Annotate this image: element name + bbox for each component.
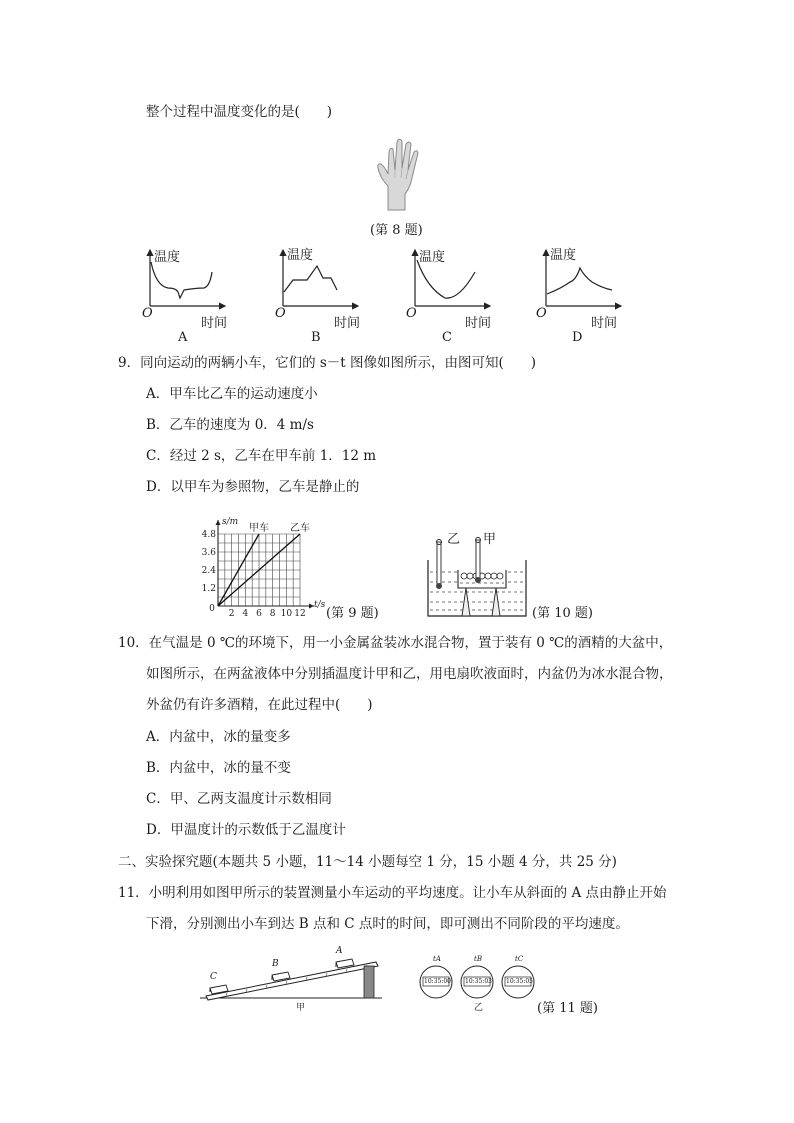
q10-option-d: D．甲温度计的示数低于乙温度计 [146, 822, 346, 838]
graph-b-ylabel: 温度 [287, 248, 314, 263]
origin-label: 0 [209, 604, 215, 614]
clock-time-c: 10:35:05 [506, 978, 533, 985]
graph-a-origin: O [142, 306, 153, 321]
cart-label-c: C [210, 972, 217, 982]
series-label: 甲车 [249, 523, 269, 534]
clock-label-c: tC [515, 955, 524, 963]
q9-option-c: C．经过 2 s，乙车在甲车前 1．12 m [146, 448, 377, 464]
x-axis-label: t/s [314, 600, 326, 610]
y-tick-label: 2.4 [201, 566, 216, 576]
graph-c-xlabel: 时间 [465, 316, 492, 331]
question-continuation: 整个过程中温度变化的是( ) [146, 104, 333, 120]
graph-d-label: D [572, 330, 583, 345]
label-jia: 甲 [483, 532, 497, 547]
y-axis-arrow [216, 520, 221, 525]
y-axis-label: s/m [222, 517, 239, 527]
q10-option-a: A．内盆中，冰的量变多 [146, 729, 291, 745]
figure-9-caption: (第 9 题) [326, 606, 379, 621]
clock-label-b: tB [474, 955, 482, 963]
figure-10-caption: (第 10 题) [532, 606, 593, 621]
clock-time-a: 10:35:00 [424, 978, 451, 985]
label-yi: 乙 [447, 532, 461, 547]
q10-option-c: C．甲、乙两支温度计示数相同 [146, 791, 332, 807]
q11-line-1: 11．小明利用如图甲所示的装置测量小车运动的平均速度。让小车从斜面的 A 点由静止开始 [118, 885, 667, 901]
series-label: 乙车 [290, 523, 310, 534]
graph-c-origin: O [406, 306, 417, 321]
y-tick-label: 4.8 [201, 530, 216, 540]
q10-line-1: 10．在气温是 0 ℃的环境下，用一小金属盆装冰水混合物，置于装有 0 ℃的酒精的大盆中， [118, 635, 673, 651]
clock-label-a: tA [433, 955, 441, 963]
graph-a-xlabel: 时间 [201, 316, 228, 331]
graph-c-ylabel: 温度 [419, 250, 446, 265]
q9-stem: 9．同向运动的两辆小车，它们的 s－t 图像如图所示，由图可知( ) [118, 355, 537, 371]
x-tick-label: 8 [269, 609, 276, 619]
x-tick-label: 6 [256, 609, 262, 619]
graph-c-label: C [442, 330, 452, 345]
graph-d-origin: O [536, 306, 547, 321]
x-tick-label: 2 [228, 609, 235, 619]
q9-option-b: B．乙车的速度为 0．4 m/s [146, 417, 314, 433]
graph-b-label: B [311, 330, 321, 345]
q11-line-2: 下滑，分别测出小车到达 B 点和 C 点时的时间，即可测出不同阶段的平均速度。 [146, 916, 629, 932]
cart-label-b: B [272, 959, 279, 969]
x-tick-label: 12 [294, 609, 306, 619]
graph-a-label: A [178, 330, 188, 345]
x-tick-label: 10 [280, 609, 293, 619]
figure-8-caption: (第 8 题) [370, 223, 423, 238]
q9-option-a: A．甲车比乙车的运动速度小 [146, 386, 318, 402]
x-tick-label: 4 [242, 609, 249, 619]
figure-11-b-label: 乙 [474, 1003, 484, 1013]
figure-11-a-label: 甲 [296, 1003, 306, 1013]
y-tick-label: 1.2 [201, 584, 216, 594]
cart-label-a: A [336, 946, 343, 956]
q9-option-d: D．以甲车为参照物，乙车是静止的 [146, 479, 360, 495]
y-tick-label: 3.6 [201, 548, 216, 558]
q10-line-2: 如图所示，在两盆液体中分别插温度计甲和乙，用电扇吹液面时，内盆仍为冰水混合物， [146, 666, 673, 682]
q10-option-b: B．内盆中，冰的量不变 [146, 760, 291, 776]
incline-apparatus [196, 948, 386, 1006]
graph-d-xlabel: 时间 [591, 316, 618, 331]
clock-time-b: 10:35:03 [465, 978, 492, 985]
graph-d-ylabel: 温度 [550, 248, 577, 263]
q10-line-3: 外盆仍有许多酒精，在此过程中( ) [146, 697, 373, 713]
graph-a-ylabel: 温度 [154, 250, 181, 265]
hand-illustration [372, 134, 422, 212]
graph-b-xlabel: 时间 [334, 316, 361, 331]
figure-11-caption: (第 11 题) [537, 1001, 598, 1016]
graph-b-origin: O [275, 306, 286, 321]
section-2-heading: 二、实验探究题(本题共 5 小题，11～14 小题每空 1 分，15 小题 4 分，共 25 分) [118, 854, 617, 870]
bath-apparatus [422, 530, 532, 620]
